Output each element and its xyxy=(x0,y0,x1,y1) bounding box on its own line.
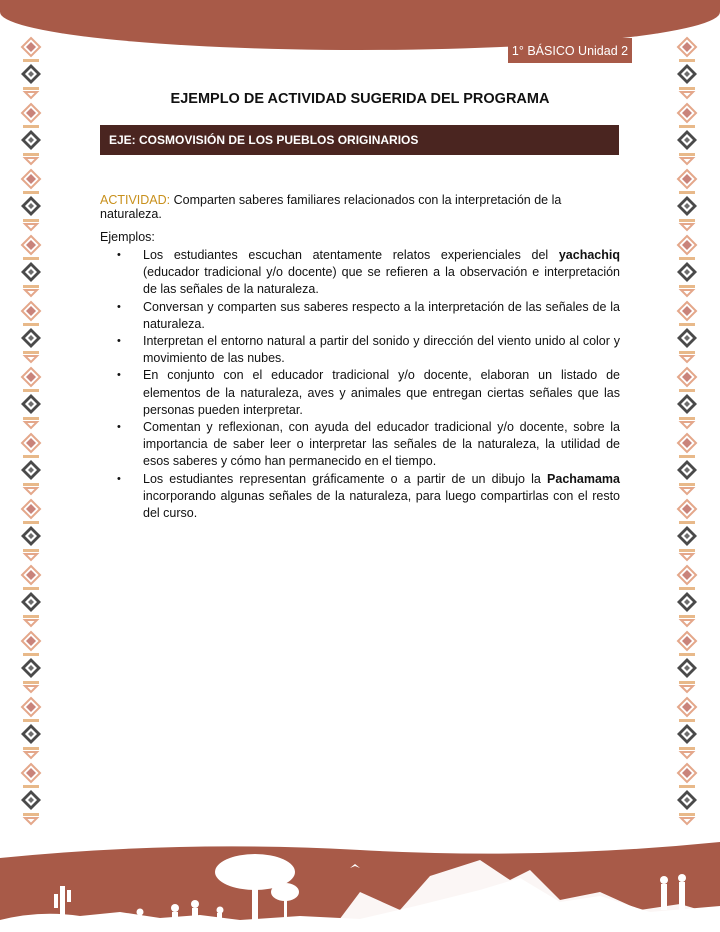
bullet-icon: • xyxy=(117,300,121,313)
bullet-icon: • xyxy=(117,472,121,485)
axis-heading: EJE: COSMOVISIÓN DE LOS PUEBLOS ORIGINARIOS xyxy=(100,125,619,155)
examples-list xyxy=(100,247,620,522)
examples-heading: Ejemplos: xyxy=(100,230,155,244)
list-item: • Los estudiantes escuchan atentamente relatos experienciales del yachachiq (educador tradicional y/o docente) que se refieren a la observación e interpretación de las señales de la naturaleza. xyxy=(117,248,620,297)
list-item: • Comentan y reflexionan, con ayuda del educador tradicional y/o docente, sobre la importancia de saber leer o interpretar las señales de la naturaleza, la utilidad de esos saberes y cómo han permanecido en el tiempo. xyxy=(117,420,620,469)
left-textile-border-icon xyxy=(20,36,42,826)
list-item: • Interpretan el entorno natural a partir del sonido y dirección del viento unido al color y movimiento de las nubes. xyxy=(117,334,620,366)
list-item: • En conjunto con el educador tradicional y/o docente, elaboran un listado de elementos de la naturaleza, aves y animales que entregan ciertas señales que las personas pueden interpretar. xyxy=(117,368,620,417)
activity-text: Comparten saberes familiares relacionados con la interpretación de la naturaleza. xyxy=(100,193,562,221)
list-item: • Los estudiantes representan gráficamente o a partir de un dibujo la Pachamama incorporando algunas señales de la naturaleza, para luego compartirlas con el resto del curso. xyxy=(117,471,620,521)
footer-landscape-icon xyxy=(0,820,720,932)
activity-line xyxy=(100,193,620,221)
bullet-icon: • xyxy=(117,421,121,434)
unit-badge: 1° BÁSICO Unidad 2 xyxy=(508,38,632,63)
bullet-icon: • xyxy=(117,249,121,261)
page-title: EJEMPLO DE ACTIVIDAD SUGERIDA DEL PROGRAMA xyxy=(170,91,550,107)
right-textile-border-icon xyxy=(676,36,698,826)
bullet-icon: • xyxy=(117,369,121,382)
activity-label: ACTIVIDAD: xyxy=(100,193,171,207)
bullet-icon: • xyxy=(117,335,121,348)
list-item: • Conversan y comparten sus saberes respecto a la interpretación de las señales de la naturaleza. xyxy=(117,299,620,331)
